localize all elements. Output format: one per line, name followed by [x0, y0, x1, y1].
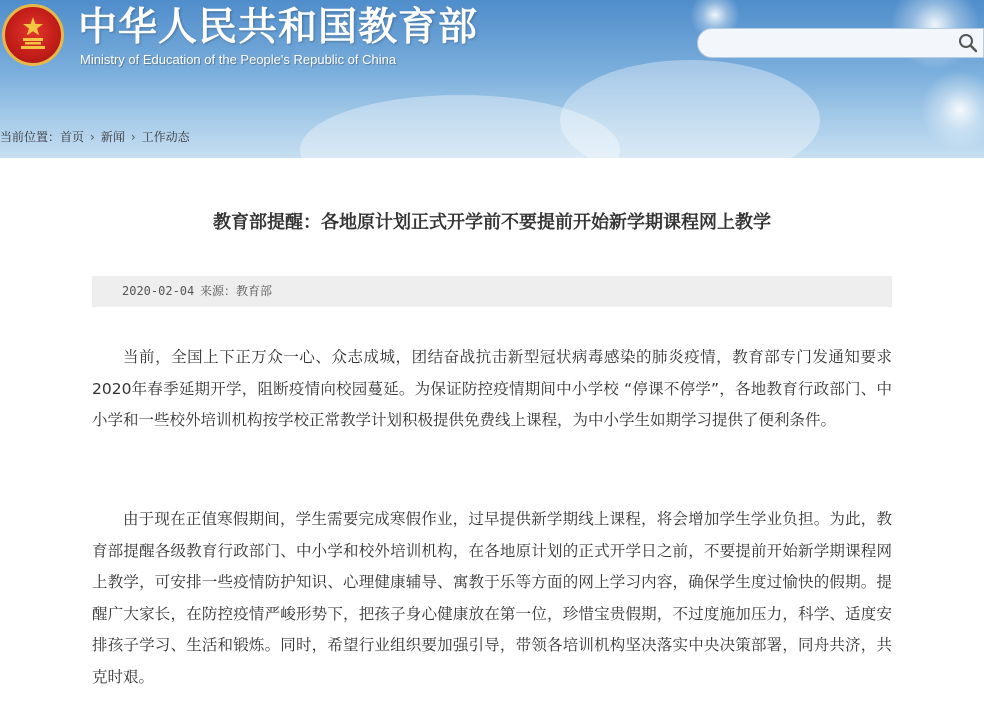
- site-title-english[interactable]: Ministry of Education of the People's Republic of China: [80, 52, 397, 67]
- search-box: [697, 28, 984, 58]
- search-input[interactable]: [712, 34, 946, 54]
- chevron-right-icon: ›: [130, 130, 136, 144]
- search-icon[interactable]: [958, 33, 978, 53]
- site-header: [0, 0, 984, 158]
- article-paragraph: 由于现在正值寒假期间，学生需要完成寒假作业，过早提供新学期线上课程，将会增加学生学业负担。为此，教育部提醒各级教育行政部门、中小学和校外培训机构，在各地原计划的正式开学日之前，不要提前开始新学期课程网上教学，可安排一些疫情防护知识、心理健康辅导、寓教于乐等方面的网上学习内容，确保学生度过愉快的假期。提醒广大家长，在防控疫情严峻形势下，把孩子身心健康放在第一位，珍惜宝贵假期，不过度施加压力，科学、适度安排孩子学习、生活和锻炼。同时，希望行业组织要加强引导，带领各培训机构坚决落实中央决策部署，同舟共济，共克时艰。: [92, 510, 892, 686]
- article-paragraph: 当前，全国上下正万众一心、众志成城，团结奋战抗击新型冠状病毒感染的肺炎疫情，教育部专门发通知要求2020年春季延期开学，阻断疫情向校园蔓延。为保证防控疫情期间中小学校 “停课不停学”，各地教育行政部门、中小学和一些校外培训机构按学校正常教学计划积极提供免费线上课程，为中小学生如期学习提供了便利条件。: [92, 348, 892, 429]
- dandelion-decoration: [920, 70, 984, 150]
- site-title-chinese[interactable]: 中华人民共和国教育部: [78, 5, 479, 50]
- article-meta-bar: [92, 276, 892, 307]
- breadcrumb: [0, 128, 190, 146]
- article-source: 来源：教育部: [200, 284, 273, 298]
- breadcrumb-news-link[interactable]: 新闻: [100, 130, 125, 144]
- breadcrumb-home-link[interactable]: 首页: [60, 130, 85, 144]
- chevron-right-icon: ›: [90, 130, 95, 144]
- article-title: 教育部提醒：各地原计划正式开学前不要提前开始新学期课程网上教学: [213, 212, 771, 233]
- breadcrumb-work-news-link[interactable]: 工作动态: [141, 130, 190, 144]
- article-date: 2020-02-04: [122, 284, 195, 298]
- national-emblem-icon[interactable]: [2, 4, 64, 66]
- breadcrumb-prefix: 当前位置：: [0, 130, 61, 144]
